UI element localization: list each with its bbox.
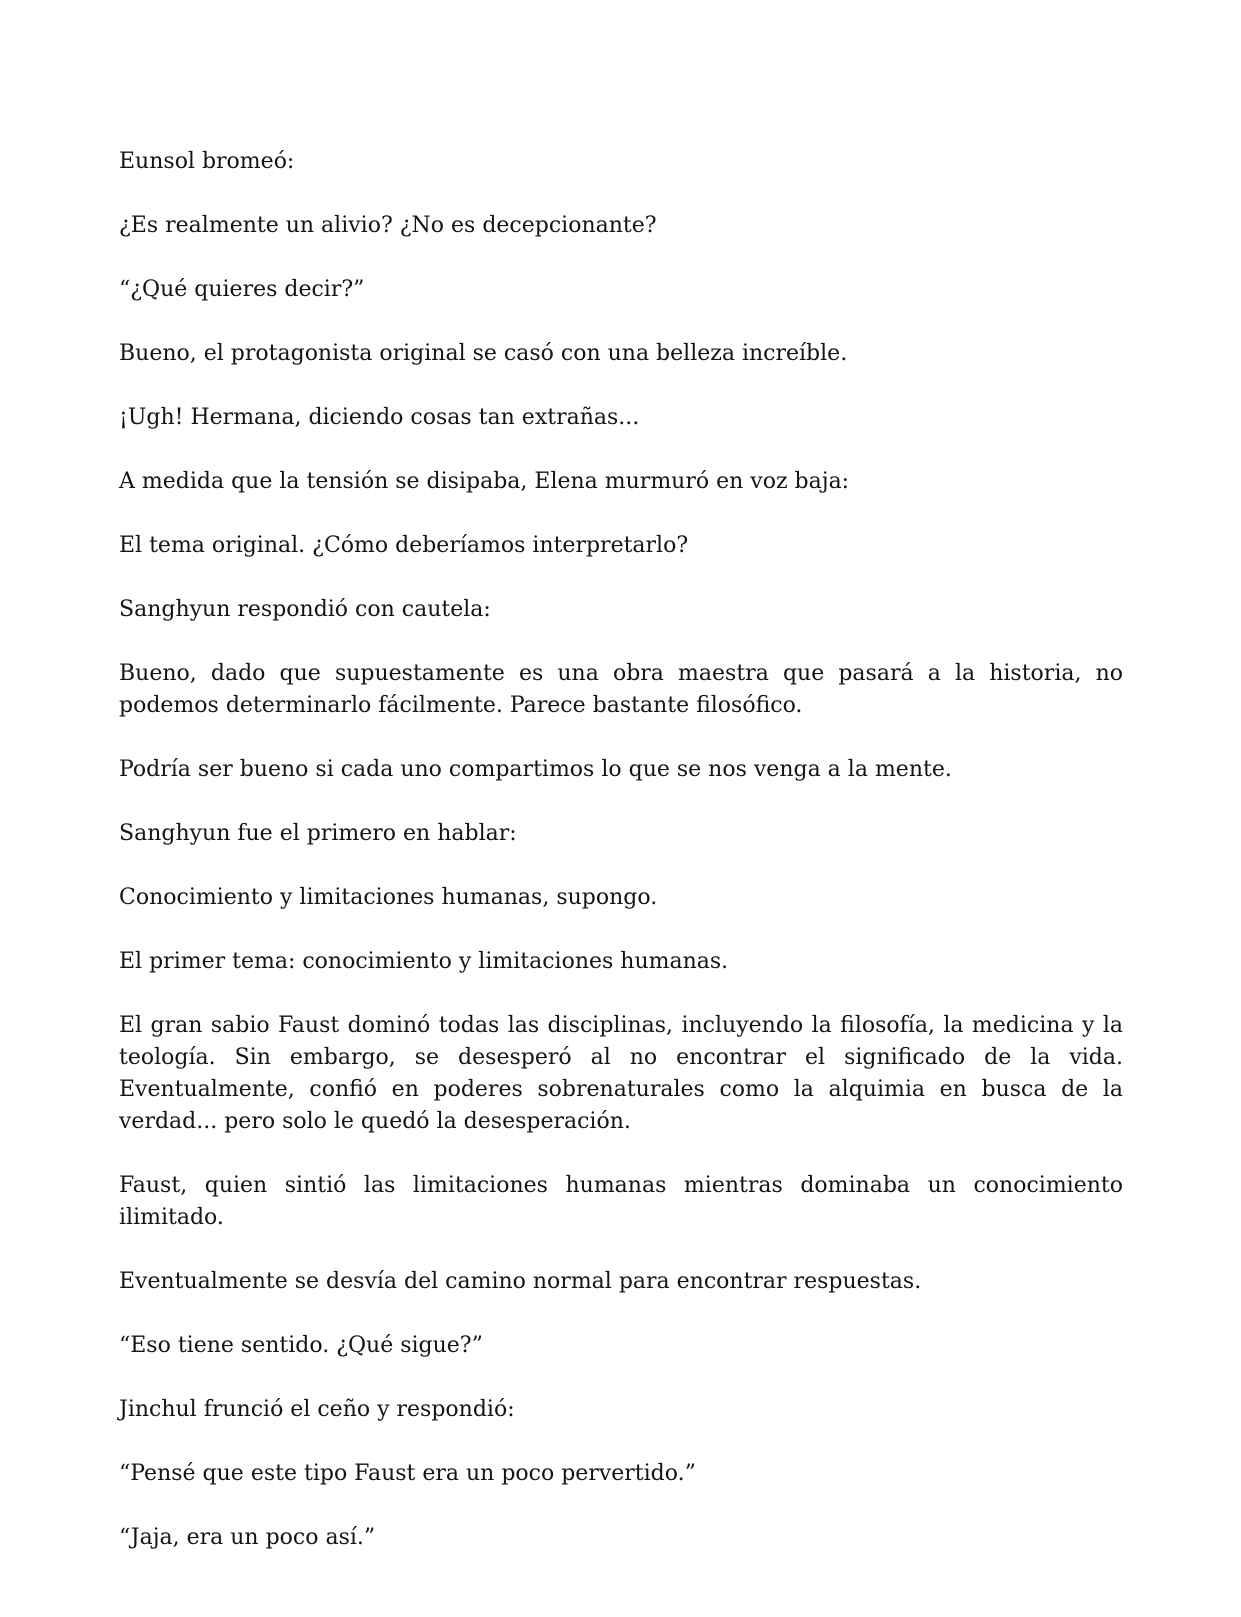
paragraph: Sanghyun fue el primero en hablar: (119, 821, 517, 846)
paragraph: Conocimiento y limitaciones humanas, supongo. (119, 885, 658, 910)
paragraph: Faust, quien sintió las limitaciones humanas mientras dominaba un conocimiento ilimitado. (119, 1173, 1123, 1230)
paragraph: A medida que la tensión se disipaba, Elena murmuró en voz baja: (119, 469, 850, 494)
paragraph: “Pensé que este tipo Faust era un poco pervertido.” (119, 1461, 696, 1486)
paragraph: Sanghyun respondió con cautela: (119, 597, 491, 622)
paragraph: “Eso tiene sentido. ¿Qué sigue?” (119, 1333, 483, 1358)
paragraph: El primer tema: conocimiento y limitaciones humanas. (119, 949, 729, 974)
paragraph: Jinchul frunció el ceño y respondió: (119, 1397, 515, 1422)
paragraph: ¡Ugh! Hermana, diciendo cosas tan extrañas... (119, 405, 640, 430)
paragraph: El gran sabio Faust dominó todas las disciplinas, incluyendo la filosofía, la medicina y la teología. Sin embargo, se desesperó al no encontrar el significado de la vida. Eventualmente, confió en poderes sobrenaturales como la alquimia en busca de la verdad... pero solo le quedó la desesperación. (119, 1013, 1123, 1134)
paragraph: Podría ser bueno si cada uno compartimos lo que se nos venga a la mente. (119, 757, 952, 782)
paragraph: ¿Es realmente un alivio? ¿No es decepcionante? (119, 213, 657, 238)
paragraph: El tema original. ¿Cómo deberíamos interpretarlo? (119, 533, 689, 558)
paragraph: Bueno, el protagonista original se casó con una belleza increíble. (119, 341, 848, 366)
paragraph: “¿Qué quieres decir?” (119, 277, 365, 302)
document-body (119, 146, 1123, 1586)
paragraph: “Jaja, era un poco así.” (119, 1525, 376, 1550)
paragraph: Eunsol bromeó: (119, 149, 295, 174)
paragraph: Bueno, dado que supuestamente es una obra maestra que pasará a la historia, no podemos determinarlo fácilmente. Parece bastante filosófico. (119, 661, 1123, 718)
paragraph: Eventualmente se desvía del camino normal para encontrar respuestas. (119, 1269, 922, 1294)
